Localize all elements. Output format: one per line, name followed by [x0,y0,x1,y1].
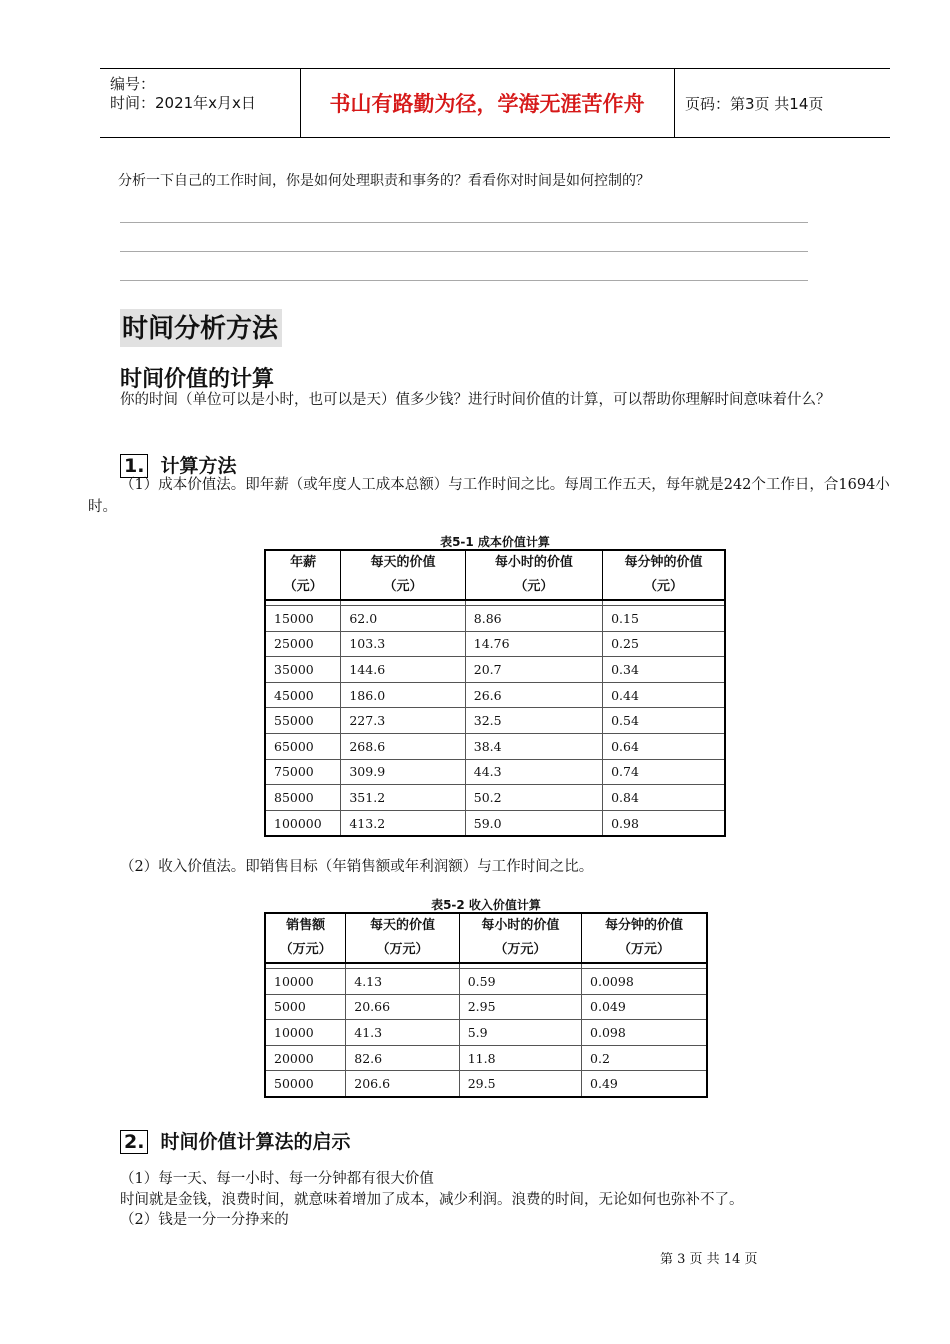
column-header-text: （元） [383,579,423,594]
column-header [465,550,602,600]
column-header [265,913,346,963]
table-cell: 65000 [265,733,341,759]
table-cell: 0.2 [582,1045,707,1071]
table-row [265,1020,707,1046]
time-label: 时间：2021年x月x日 [110,94,256,112]
item2-heading [120,1127,350,1154]
section-title: 时间分析方法 [120,309,282,347]
table-cell: 0.44 [603,682,725,708]
table-row [265,733,725,759]
table-cell: 50000 [265,1071,346,1097]
table-row [265,606,725,632]
table-cell: 0.098 [582,1020,707,1046]
table-cell: 41.3 [346,1020,459,1046]
column-header-text: （万元） [376,942,429,957]
table-cell: 59.0 [465,810,602,836]
table-cell: 268.6 [341,733,465,759]
table-cell: 4.13 [346,969,459,995]
item2-line-2: 时间就是金钱，浪费时间，就意味着增加了成本，减少利润。浪费的时间，无论如何也弥补不了。 [120,1192,744,1208]
table-cell: 10000 [265,969,346,995]
table-cell: 2.95 [459,994,581,1020]
table-cell: 0.49 [582,1071,707,1097]
table-cell: 0.0098 [582,969,707,995]
table-cell: 15000 [265,606,341,632]
cost-value-table [264,549,726,837]
header-motto: 书山有路勤为径，学海无涯苦作舟 [300,69,675,137]
table-cell: 0.74 [603,759,725,785]
column-header-text: （元） [514,579,554,594]
table-cell: 26.6 [465,682,602,708]
column-header-text: （万元） [279,942,332,957]
column-header-text: 每小时的价值 [481,918,560,933]
table-cell: 0.84 [603,785,725,811]
answer-line [120,251,808,252]
table-row [265,1045,707,1071]
table-cell: 227.3 [341,708,465,734]
item1-title: 计算方法 [160,455,237,477]
table-row [265,759,725,785]
table-cell: 55000 [265,708,341,734]
column-header [603,550,725,600]
item2-number: 2. [120,1130,148,1154]
table-cell: 0.25 [603,631,725,657]
table-cell: 10000 [265,1020,346,1046]
table-cell: 20000 [265,1045,346,1071]
table-cell: 413.2 [341,810,465,836]
table-cell: 82.6 [346,1045,459,1071]
table-cell: 25000 [265,631,341,657]
answer-line [120,280,808,281]
table-cell: 0.98 [603,810,725,836]
table-cell: 5000 [265,994,346,1020]
column-header [459,913,581,963]
item2-title: 时间价值计算法的启示 [160,1131,351,1153]
column-header-text: 每分钟的价值 [605,918,684,933]
table-cell: 0.54 [603,708,725,734]
table-row [265,631,725,657]
column-header-text: （万元） [494,942,547,957]
table-cell: 20.7 [465,657,602,683]
table-row [265,708,725,734]
table-row [265,994,707,1020]
item2-line-1: （1）每一天、每一小时、每一分钟都有很大价值 [120,1171,434,1187]
column-header-text: （元） [644,579,684,594]
table-cell: 75000 [265,759,341,785]
column-header-text: 每天的价值 [370,555,436,570]
page-header [100,68,890,138]
table-cell: 32.5 [465,708,602,734]
item1-number: 1. [120,454,148,478]
column-header-text: （万元） [618,942,671,957]
table-cell: 14.76 [465,631,602,657]
item2-line-3: （2）钱是一分一分挣来的 [120,1212,289,1228]
column-header-text: 每天的价值 [369,918,435,933]
item1-paragraph-2: （2）收入价值法。即销售目标（年销售额或年利润额）与工作时间之比。 [120,859,594,875]
table-row [265,1071,707,1097]
answer-line [120,222,808,223]
page-footer: 第 3 页 共 14 页 [660,1252,758,1267]
table-row [265,969,707,995]
table-cell: 0.049 [582,994,707,1020]
subsection-paragraph: 你的时间（单位可以是小时，也可以是天）值多少钱？进行时间价值的计算，可以帮助你理解时间意味着什么？ [120,392,831,408]
table-cell: 309.9 [341,759,465,785]
table-cell: 103.3 [341,631,465,657]
table-cell: 8.86 [465,606,602,632]
table-cell: 0.59 [459,969,581,995]
table1-caption: 表5-1 成本价值计算 [440,535,550,549]
table-cell: 35000 [265,657,341,683]
header-page-label: 页码：第3页 共14页 [685,94,824,113]
table-cell: 5.9 [459,1020,581,1046]
table-cell: 206.6 [346,1071,459,1097]
number-label: 编号： [110,75,156,93]
column-header-text: 每小时的价值 [494,555,573,570]
column-header [341,550,465,600]
table2-caption: 表5-2 收入价值计算 [431,898,541,912]
table-row [265,810,725,836]
header-left-cell [100,69,301,137]
table-row [265,682,725,708]
table-cell: 0.64 [603,733,725,759]
table-cell: 85000 [265,785,341,811]
intro-question: 分析一下自己的工作时间，你是如何处理职责和事务的？看看你对时间是如何控制的？ [118,173,650,189]
column-header-text: 每分钟的价值 [624,555,703,570]
table-cell: 0.34 [603,657,725,683]
table-cell: 20.66 [346,994,459,1020]
table-cell: 144.6 [341,657,465,683]
table-cell: 11.8 [459,1045,581,1071]
table-cell: 45000 [265,682,341,708]
table-cell: 186.0 [341,682,465,708]
table-cell: 0.15 [603,606,725,632]
table-cell: 38.4 [465,733,602,759]
table-cell: 50.2 [465,785,602,811]
table-row [265,657,725,683]
item1-paragraph-1: （1）成本价值法。即年薪（或年度人工成本总额）与工作时间之比。每周工作五天，每年就是242个工作日，合1694小时。 [88,477,890,515]
revenue-value-table [264,912,708,1098]
table-cell: 62.0 [341,606,465,632]
column-header [582,913,707,963]
column-header-text: 销售额 [286,918,326,933]
subsection-title: 时间价值的计算 [120,367,275,392]
column-header-text: 年薪 [290,555,317,570]
table-cell: 29.5 [459,1071,581,1097]
table-cell: 44.3 [465,759,602,785]
table-row [265,785,725,811]
column-header [265,550,341,600]
table-cell: 100000 [265,810,341,836]
table-cell: 351.2 [341,785,465,811]
column-header [346,913,459,963]
column-header-text: （元） [283,579,323,594]
